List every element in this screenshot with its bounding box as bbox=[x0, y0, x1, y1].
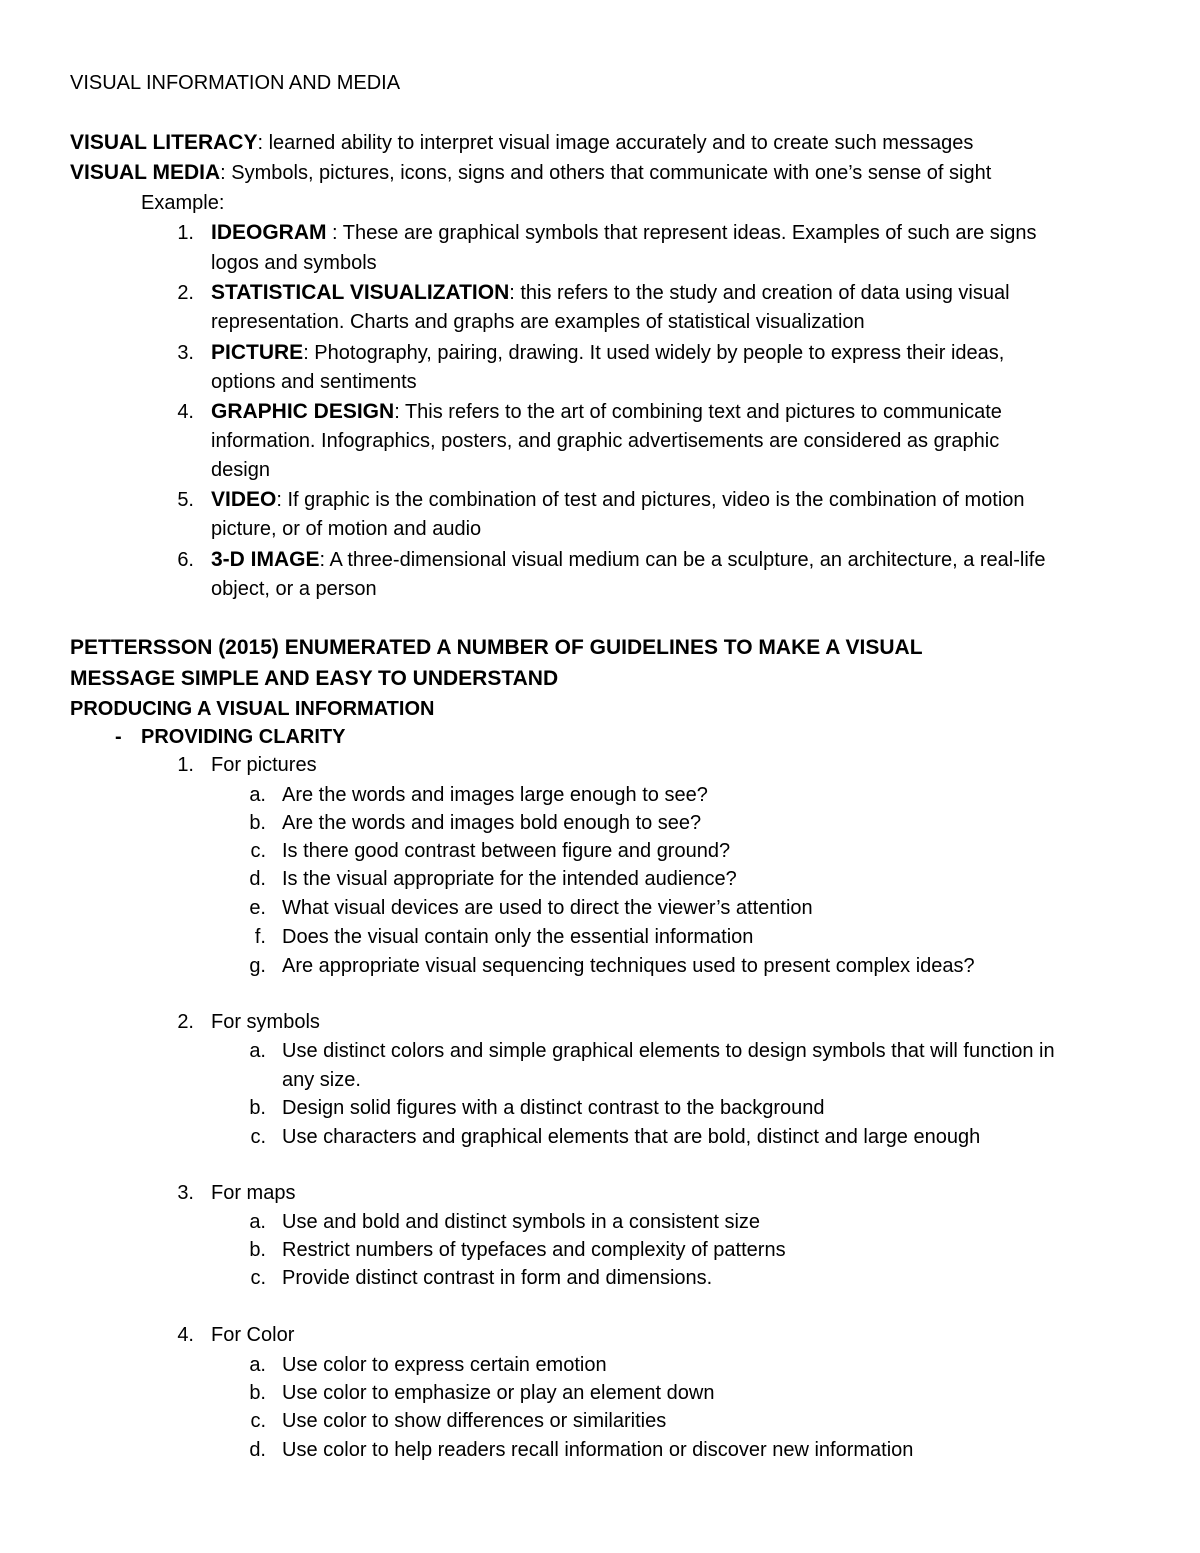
item-letter: c. bbox=[250, 840, 266, 862]
item-letter: b. bbox=[249, 1097, 266, 1119]
example-number: 1. bbox=[177, 222, 194, 244]
group-number: 1. bbox=[177, 754, 194, 776]
example-term: STATISTICAL VISUALIZATION bbox=[211, 281, 510, 304]
section-heading-line-1: PETTERSSON (2015) ENUMERATED A NUMBER OF GUIDELINES TO MAKE A VISUAL bbox=[70, 636, 923, 659]
section-heading-line-2: MESSAGE SIMPLE AND EASY TO UNDERSTAND bbox=[70, 667, 559, 690]
list-item: Does the visual contain only the essential information bbox=[282, 926, 754, 948]
example-item-statistical-visualization bbox=[211, 280, 1010, 306]
group-label-pictures: For pictures bbox=[211, 754, 317, 776]
definition-text: : Symbols, pictures, icons, signs and others that communicate with one’s sense of sight bbox=[220, 162, 992, 184]
item-letter: b. bbox=[249, 1382, 266, 1404]
example-text-continued: design bbox=[211, 459, 270, 481]
item-letter: c. bbox=[250, 1267, 266, 1289]
item-letter: a. bbox=[249, 784, 266, 806]
example-item-graphic-design bbox=[211, 399, 1002, 425]
list-item: Use characters and graphical elements that are bold, distinct and large enough bbox=[282, 1126, 981, 1148]
example-item-picture bbox=[211, 340, 1004, 366]
list-item: Use and bold and distinct symbols in a consistent size bbox=[282, 1211, 761, 1233]
document-title: VISUAL INFORMATION AND MEDIA bbox=[70, 72, 401, 94]
group-number: 2. bbox=[177, 1011, 194, 1033]
list-item: Provide distinct contrast in form and dimensions. bbox=[282, 1267, 713, 1289]
definition-text: : learned ability to interpret visual image accurately and to create such messages bbox=[257, 132, 974, 154]
list-item: Is the visual appropriate for the intended audience? bbox=[282, 868, 737, 890]
example-label: Example: bbox=[141, 192, 225, 214]
item-letter: b. bbox=[249, 812, 266, 834]
group-label-maps: For maps bbox=[211, 1182, 296, 1204]
list-item: Use color to express certain emotion bbox=[282, 1354, 607, 1376]
list-item: Use color to emphasize or play an element down bbox=[282, 1382, 715, 1404]
definition-term: VISUAL LITERACY bbox=[70, 131, 258, 154]
example-number: 4. bbox=[177, 401, 194, 423]
item-letter: c. bbox=[250, 1126, 266, 1148]
item-letter: e. bbox=[249, 897, 266, 919]
item-letter: a. bbox=[249, 1211, 266, 1233]
list-item: Use distinct colors and simple graphical elements to design symbols that will function in bbox=[282, 1040, 1055, 1062]
list-item: What visual devices are used to direct the viewer’s attention bbox=[282, 897, 813, 919]
example-term: GRAPHIC DESIGN bbox=[211, 400, 395, 423]
example-term: 3-D IMAGE bbox=[211, 548, 320, 571]
definition-visual-literacy bbox=[70, 130, 973, 156]
definition-term: VISUAL MEDIA bbox=[70, 161, 221, 184]
group-number: 3. bbox=[177, 1182, 194, 1204]
example-text-continued: options and sentiments bbox=[211, 371, 417, 393]
list-item: Are the words and images large enough to see? bbox=[282, 784, 708, 806]
example-number: 2. bbox=[177, 282, 194, 304]
item-letter: f. bbox=[254, 926, 266, 948]
item-letter: d. bbox=[249, 868, 266, 890]
example-term: PICTURE bbox=[211, 341, 304, 364]
item-letter: b. bbox=[249, 1239, 266, 1261]
item-letter: g. bbox=[249, 955, 266, 977]
list-item: Design solid figures with a distinct contrast to the background bbox=[282, 1097, 825, 1119]
subheading: PRODUCING A VISUAL INFORMATION bbox=[70, 698, 435, 720]
example-text: : These are graphical symbols that represent ideas. Examples of such are signs bbox=[326, 222, 1037, 244]
group-number: 4. bbox=[177, 1324, 194, 1346]
item-letter: a. bbox=[249, 1354, 266, 1376]
example-text-continued: picture, or of motion and audio bbox=[211, 518, 482, 540]
list-item: Restrict numbers of typefaces and complexity of patterns bbox=[282, 1239, 786, 1261]
example-text-continued: representation. Charts and graphs are examples of statistical visualization bbox=[211, 311, 865, 333]
example-text: : This refers to the art of combining text and pictures to communicate bbox=[394, 401, 1002, 423]
list-item: Use color to help readers recall information or discover new information bbox=[282, 1439, 914, 1461]
item-letter: c. bbox=[250, 1410, 266, 1432]
example-text: : If graphic is the combination of test and pictures, video is the combination of motion bbox=[276, 489, 1025, 511]
example-number: 6. bbox=[177, 549, 194, 571]
group-label-color: For Color bbox=[211, 1324, 295, 1346]
example-text-continued: object, or a person bbox=[211, 578, 377, 600]
item-letter: d. bbox=[249, 1439, 266, 1461]
bullet-dash: - bbox=[115, 726, 122, 748]
example-number: 5. bbox=[177, 489, 194, 511]
example-item-ideogram bbox=[211, 220, 1037, 246]
item-letter: a. bbox=[249, 1040, 266, 1062]
bullet-title: PROVIDING CLARITY bbox=[141, 726, 346, 748]
example-item-3d-image bbox=[211, 547, 1045, 573]
example-text-continued: information. Infographics, posters, and graphic advertisements are considered as graphic bbox=[211, 430, 1000, 452]
example-number: 3. bbox=[177, 342, 194, 364]
group-label-symbols: For symbols bbox=[211, 1011, 320, 1033]
list-item: Use color to show differences or similarities bbox=[282, 1410, 667, 1432]
example-text-continued: logos and symbols bbox=[211, 252, 377, 274]
list-item: Is there good contrast between figure and ground? bbox=[282, 840, 731, 862]
example-term: VIDEO bbox=[211, 488, 277, 511]
example-text: : Photography, pairing, drawing. It used widely by people to express their ideas, bbox=[303, 342, 1005, 364]
example-term: IDEOGRAM bbox=[211, 221, 327, 244]
example-item-video bbox=[211, 487, 1025, 513]
example-text: : this refers to the study and creation of data using visual bbox=[509, 282, 1010, 304]
definition-visual-media bbox=[70, 160, 991, 186]
list-item-continued: any size. bbox=[282, 1069, 361, 1091]
list-item: Are appropriate visual sequencing techniques used to present complex ideas? bbox=[282, 955, 975, 977]
example-text: : A three-dimensional visual medium can be a sculpture, an architecture, a real-life bbox=[319, 549, 1046, 571]
list-item: Are the words and images bold enough to see? bbox=[282, 812, 702, 834]
